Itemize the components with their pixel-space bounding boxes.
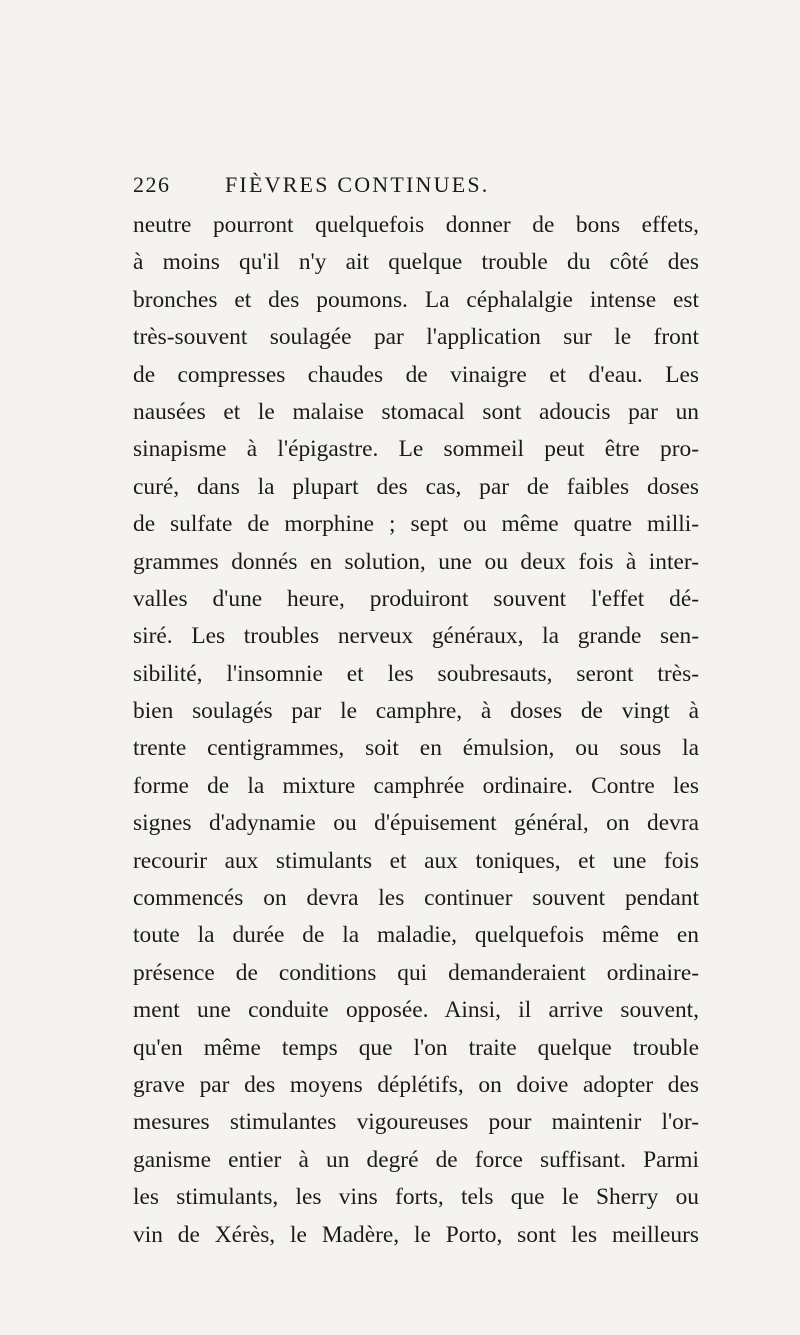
- text-line: très-souvent soulagée par l'application sur le front: [133, 324, 699, 351]
- text-line: les stimulants, les vins forts, tels que le Sherry ou: [133, 1184, 699, 1211]
- body-text: [133, 207, 699, 1254]
- text-line: bien soulagés par le camphre, à doses de vingt à: [133, 698, 699, 725]
- running-title: FIÈVRES CONTINUES.: [225, 172, 490, 197]
- text-line: siré. Les troubles nerveux généraux, la grande sen-: [133, 623, 699, 650]
- text-line: nausées et le malaise stomacal sont adoucis par un: [133, 398, 699, 425]
- text-line: recourir aux stimulants et aux toniques, et une fois: [133, 847, 699, 874]
- text-line: de sulfate de morphine ; sept ou même quatre milli-: [133, 511, 699, 538]
- text-line: ganisme entier à un degré de force suffisant. Parmi: [133, 1146, 699, 1173]
- page-number: 226: [133, 172, 171, 197]
- running-head: [133, 172, 693, 202]
- text-line: de compresses chaudes de vinaigre et d'eau. Les: [133, 361, 699, 388]
- text-line: curé, dans la plupart des cas, par de faibles doses: [133, 473, 699, 500]
- text-line: grammes donnés en solution, une ou deux fois à inter-: [133, 548, 699, 575]
- text-line: mesures stimulantes vigoureuses pour maintenir l'or-: [133, 1109, 699, 1136]
- text-line: présence de conditions qui demanderaient ordinaire-: [133, 959, 699, 986]
- text-line: signes d'adynamie ou d'épuisement général, on devra: [133, 810, 699, 837]
- text-line: toute la durée de la maladie, quelquefois même en: [133, 922, 699, 949]
- text-line: grave par des moyens déplétifs, on doive adopter des: [133, 1071, 699, 1098]
- text-line: sibilité, l'insomnie et les soubresauts, seront très-: [133, 660, 699, 687]
- text-line: bronches et des poumons. La céphalalgie intense est: [133, 286, 699, 313]
- text-line: ment une conduite opposée. Ainsi, il arrive souvent,: [133, 997, 699, 1024]
- text-line: qu'en même temps que l'on traite quelque trouble: [133, 1034, 699, 1061]
- text-line: vin de Xérès, le Madère, le Porto, sont les meilleurs: [133, 1221, 699, 1248]
- text-line: sinapisme à l'épigastre. Le sommeil peut être pro-: [133, 436, 699, 463]
- text-line: valles d'une heure, produiront souvent l'effet dé-: [133, 585, 699, 612]
- text-line: neutre pourront quelquefois donner de bons effets,: [133, 212, 699, 238]
- text-line: forme de la mixture camphrée ordinaire. Contre les: [133, 772, 699, 799]
- text-line: à moins qu'il n'y ait quelque trouble du côté des: [133, 249, 699, 276]
- text-line: commencés on devra les continuer souvent pendant: [133, 885, 699, 912]
- text-line: trente centigrammes, soit en émulsion, ou sous la: [133, 735, 699, 762]
